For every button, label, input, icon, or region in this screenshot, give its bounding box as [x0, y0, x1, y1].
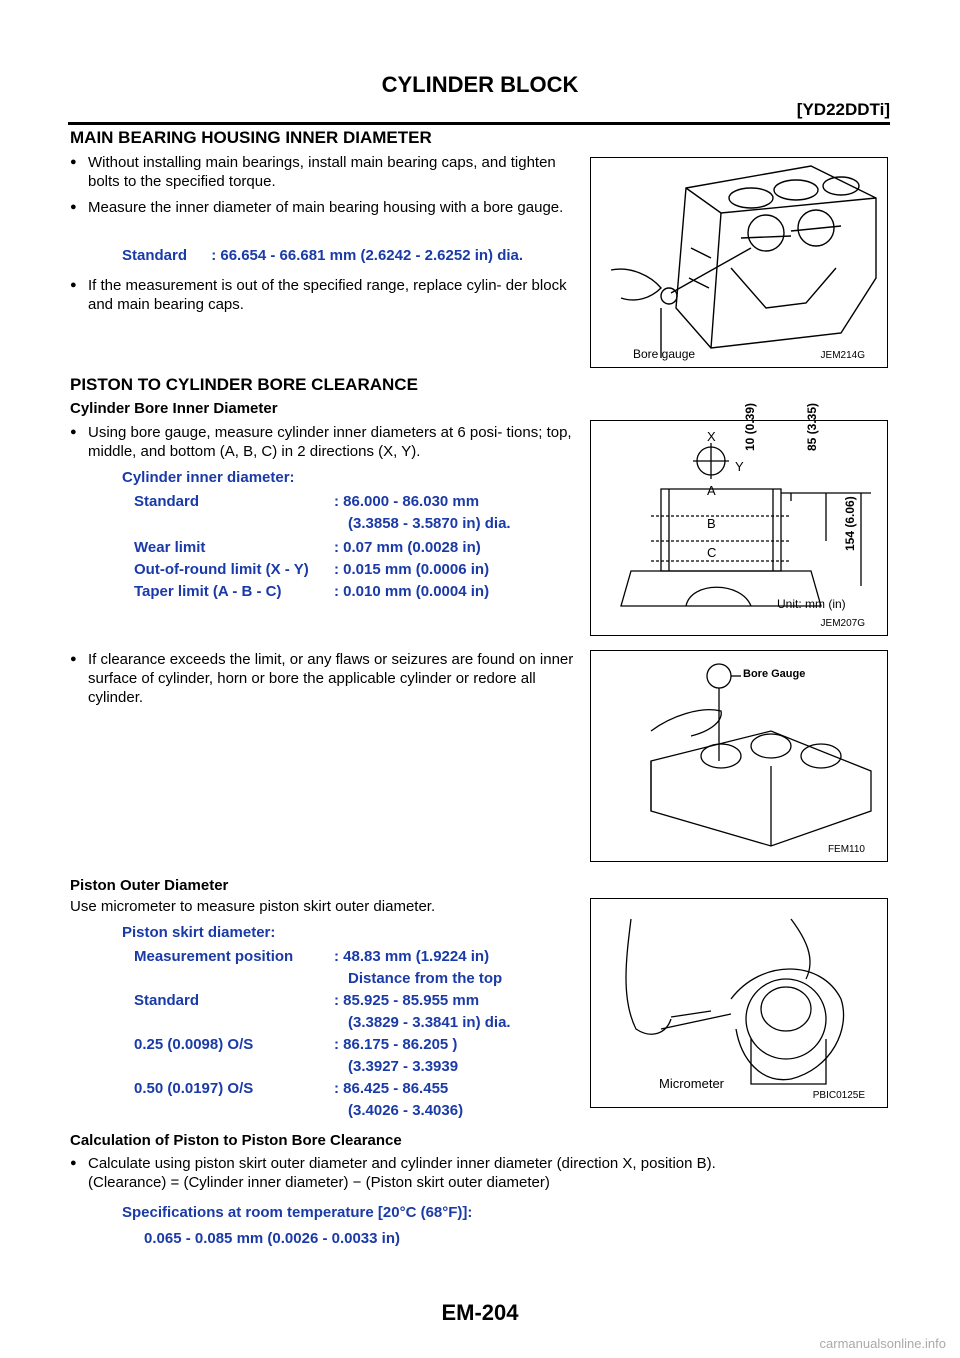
- label-x: X: [707, 429, 716, 444]
- spec-cylinder-inner-diameter: [122, 467, 511, 603]
- bullet: ● Without installing main bearings, install main bearing caps, and tighten bolts to the specified torque.: [70, 153, 580, 191]
- spec-row: [134, 491, 511, 535]
- dim-85: 85 (3.35): [805, 402, 819, 451]
- figure-micrometer: [590, 898, 888, 1108]
- label-c: C: [707, 545, 717, 560]
- figure-bore-gauge-measure: [590, 650, 888, 862]
- figure-code: JEM207G: [820, 618, 865, 629]
- spec-label: 0.50 (0.0197) O/S: [134, 1080, 254, 1097]
- spec-label: Taper limit (A - B - C): [134, 583, 282, 600]
- figure-label: Bore Gauge: [743, 668, 806, 680]
- page-title: CYLINDER BLOCK: [381, 72, 579, 97]
- spec-room-temperature: [122, 1202, 472, 1250]
- spec-table: [134, 491, 511, 603]
- spec-value: : 86.175 - 86.205 ) (3.3927 - 3.3939: [334, 1036, 459, 1075]
- dim-10: 10 (0.39): [743, 402, 757, 451]
- figure-bore-gauge-block: [590, 157, 888, 368]
- bullet: ● Using bore gauge, measure cylinder inner diameters at 6 posi- tions; top, middle, and bottom (A, B, C) in 2 directions (X, Y).: [70, 423, 580, 461]
- bullet: ● Measure the inner diameter of main bearing housing with a bore gauge.: [70, 198, 580, 217]
- spec-row: [134, 1034, 511, 1078]
- calculation-text: [70, 1154, 900, 1192]
- spec-label: Wear limit: [134, 539, 206, 556]
- subsection-title-piston-outer: Piston Outer Diameter: [70, 877, 229, 894]
- figure-label: Bore gauge: [633, 347, 696, 361]
- spec-value: : 86.000 - 86.030 mm (3.3858 - 3.5870 in) dia.: [334, 493, 511, 532]
- spec-label: Standard: [134, 992, 200, 1009]
- bullet: ● If clearance exceeds the limit, or any flaws or seizures are found on inner surface of cylinder, horn or bore the applicable cylinder or redore all cylinder.: [70, 650, 580, 707]
- spec-label: Out-of-round limit (X - Y): [134, 561, 309, 578]
- spec-table: [134, 946, 511, 1122]
- spec-standard-housing: [122, 245, 523, 267]
- section-title-main-bearing: MAIN BEARING HOUSING INNER DIAMETER: [70, 128, 432, 147]
- subsection-title-bore-inner: Cylinder Bore Inner Diameter: [70, 400, 278, 417]
- label-a: A: [707, 483, 716, 498]
- dim-154: 154 (6.06): [843, 496, 857, 551]
- figure-code: JEM214G: [820, 350, 865, 361]
- section2-text-1: [70, 423, 580, 461]
- spec-row: [134, 946, 511, 990]
- subsection-title-calculation: Calculation of Piston to Piston Bore Clearance: [70, 1132, 402, 1149]
- spec-row: [134, 581, 511, 603]
- bore-gauge-illustration: [591, 651, 887, 861]
- spec-row: [134, 535, 511, 559]
- spec-piston-skirt: [122, 922, 511, 1122]
- figure-code: FEM110: [827, 844, 865, 855]
- spec-heading: Cylinder inner diameter:: [122, 469, 295, 486]
- spec-label: Standard: [134, 493, 200, 510]
- section1-text-2: [70, 276, 580, 314]
- bullet: ● If the measurement is out of the specified range, replace cylin- der block and main bearing caps.: [70, 276, 580, 314]
- spec-row: [134, 559, 511, 581]
- label-b: B: [707, 516, 716, 531]
- label-y: Y: [735, 459, 744, 474]
- spec-value: : 66.654 - 66.681 mm (2.6242 - 2.6252 in) dia.: [211, 247, 524, 264]
- section1-text: [70, 153, 580, 217]
- spec-row: [134, 990, 511, 1034]
- figure-label: Micrometer: [659, 1076, 725, 1091]
- cylinder-block-illustration: [591, 158, 887, 367]
- spec-value: : 0.07 mm (0.0028 in): [334, 539, 481, 556]
- page-number: EM-204: [441, 1300, 519, 1325]
- section-title-piston-clearance: PISTON TO CYLINDER BORE CLEARANCE: [70, 375, 418, 394]
- piston-outer-text: Use micrometer to measure piston skirt outer diameter.: [70, 898, 436, 915]
- section2-text-2: [70, 650, 580, 707]
- watermark: carmanualsonline.info: [819, 1336, 946, 1351]
- figure-measurement-positions: [590, 402, 888, 636]
- spec-label: Standard: [122, 247, 188, 264]
- spec-heading: Piston skirt diameter:: [122, 924, 276, 941]
- header-rule: [68, 122, 890, 125]
- spec-heading: Specifications at room temperature [20°C (68°F)]:: [122, 1204, 473, 1221]
- formula: (Clearance) = (Cylinder inner diameter) − (Piston skirt outer diameter): [88, 1174, 550, 1191]
- unit-label: Unit: mm (in): [777, 597, 846, 611]
- spec-value: : 0.010 mm (0.0004 in): [334, 583, 490, 600]
- engine-code: [YD22DDTi]: [796, 100, 890, 119]
- spec-value: 0.065 - 0.085 mm (0.0026 - 0.0033 in): [144, 1230, 400, 1247]
- spec-row: [134, 1078, 511, 1122]
- spec-value: : 0.015 mm (0.0006 in): [334, 561, 490, 578]
- spec-value: : 85.925 - 85.955 mm (3.3829 - 3.3841 in) dia.: [334, 992, 511, 1031]
- bullet: ● Calculate using piston skirt outer diameter and cylinder inner diameter (direction X, position B).: [70, 1154, 900, 1173]
- figure-code: PBIC0125E: [812, 1090, 865, 1101]
- spec-value: : 48.83 mm (1.9224 in) Distance from the top: [334, 948, 503, 987]
- spec-label: 0.25 (0.0098) O/S: [134, 1036, 254, 1053]
- micrometer-illustration: [591, 899, 887, 1107]
- spec-value: : 86.425 - 86.455 (3.4026 - 3.4036): [334, 1080, 464, 1119]
- spec-label: Measurement position: [134, 948, 294, 965]
